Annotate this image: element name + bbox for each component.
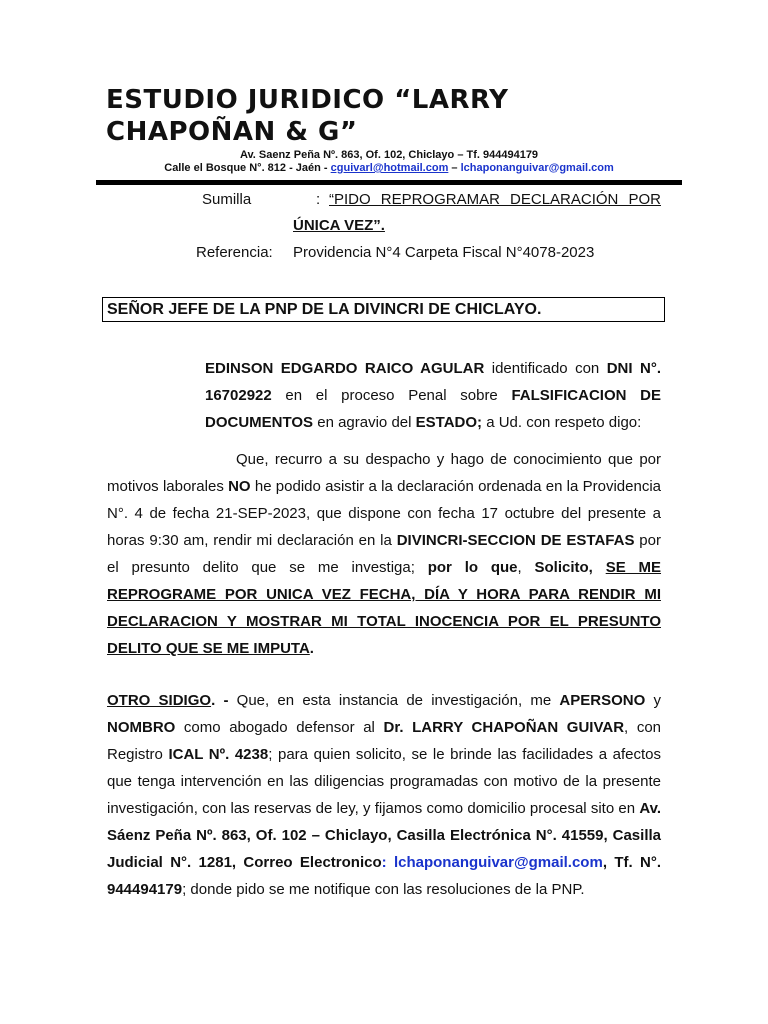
body-por-lo-que: por lo que: [427, 559, 518, 576]
otrosi-heading: OTRO SIDIGO: [107, 692, 212, 709]
body-text-3: por el presunto delito que se me investiga;: [107, 532, 661, 576]
otrosi-text-8: ; donde pido se me notifique con las resoluciones de la PNP.: [182, 881, 585, 898]
body-text-6: .: [309, 640, 314, 657]
intro-paragraph: [205, 355, 661, 436]
referencia-value: Providencia N°4 Carpeta Fiscal N°4078-2023: [293, 244, 595, 261]
sumilla-value-line-1: [293, 186, 661, 213]
otrosi-text-2: y: [645, 692, 661, 709]
otrosi-email[interactable]: lchaponanguivar@gmail.com: [393, 854, 603, 871]
intro-text-4: a Ud. con respeto digo:: [482, 414, 642, 431]
addressee-box: SEÑOR JEFE DE LA PNP DE LA DIVINCRI DE CHICLAYO.: [102, 297, 665, 322]
petitioner-dni: DNI N°. 16702922: [205, 360, 661, 404]
body-solicito: Solicito,: [534, 559, 593, 576]
otrosi-text-5: ; para quien solicito, se le brinde las facilidades a afectos que tenga intervención en las diligencias programadas con motivo de la presente investigación, con las reservas de ley, y fijamos como domicilio procesal sito en: [107, 746, 661, 817]
intro-text-1: identificado con: [484, 360, 607, 377]
body-text-2: he podido asistir a la declaración ordenada en la Providencia N°. 4 de fecha 21-SEP-2023, que dispone con fecha 17 octubre del presente a horas 9:30 am, rendir mi declaración en la: [107, 478, 662, 549]
otrosi-phone: Tf. N°. 944494179: [107, 854, 661, 898]
otrosi-text-6: :: [381, 854, 394, 871]
sumilla-value-1: “PIDO REPROGRAMAR DECLARACIÓN POR: [329, 191, 661, 208]
email-gmail: lchaponanguivar@gmail.com: [460, 162, 614, 174]
sumilla-label: Sumilla: [202, 191, 252, 208]
crime-name: FALSIFICACION DE DOCUMENTOS: [205, 387, 661, 431]
otrosi-ical: ICAL Nº. 4238: [168, 746, 269, 763]
firm-title: ESTUDIO JURIDICO “LARRY CHAPOÑAN & G”: [106, 85, 509, 147]
body-text-5: [593, 559, 606, 576]
otrosi-lawyer: Dr. LARRY CHAPOÑAN GUIVAR: [383, 719, 625, 736]
body-no: NO: [228, 478, 251, 495]
body-text-1: Que, recurro a su despacho y hago de conocimiento que por motivos laborales: [107, 451, 661, 495]
victim-name: ESTADO;: [415, 414, 483, 431]
sumilla-colon: :: [316, 191, 321, 208]
firm-address-line-1: Av. Saenz Peña Nº. 863, Of. 102, Chiclayo – Tf. 944494179: [239, 149, 539, 161]
address-jaen: Calle el Bosque N°. 812 - Jaén -: [164, 162, 331, 174]
otrosi-paragraph: [107, 687, 661, 903]
otrosi-text-7: ,: [602, 854, 615, 871]
body-unit: DIVINCRI-SECCION DE ESTAFAS: [396, 532, 635, 549]
header-divider: [96, 180, 682, 185]
sumilla-value-line-2: [293, 212, 385, 239]
email-link-hotmail[interactable]: cguivarl@hotmail.com: [330, 162, 449, 174]
body-request: SE ME REPROGRAME POR UNICA VEZ FECHA, DÍA Y HORA PARA RENDIR MI DECLARACION Y MOSTRAR MI TOTAL INOCENCIA POR EL PRESUNTO DELITO QUE SE ME IMPUTA: [107, 559, 662, 657]
otrosi-apersono: APERSONO: [559, 692, 646, 709]
otrosi-text-4: , con Registro: [107, 719, 662, 763]
referencia-label: Referencia:: [196, 244, 273, 261]
intro-text-3: en agravio del: [313, 414, 416, 431]
intro-text-2: en el proceso Penal sobre: [271, 387, 512, 404]
body-text-4: ,: [517, 559, 535, 576]
address-separator: –: [448, 162, 461, 174]
otrosi-text-3: como abogado defensor al: [175, 719, 384, 736]
main-request-paragraph: [107, 446, 661, 662]
otrosi-domicile: Av. Sáenz Peña Nº. 863, Of. 102 – Chiclayo, Casilla Electrónica N°. 41559, Casilla Judicial N°. 1281, Correo Electronico: [107, 800, 661, 871]
petitioner-name: EDINSON EDGARDO RAICO AGULAR: [205, 360, 485, 377]
sumilla-value-2: ÚNICA VEZ”.: [293, 217, 385, 234]
otrosi-nombro: NOMBRO: [107, 719, 176, 736]
firm-address-line-2: [96, 162, 682, 175]
otrosi-text-1: Que, en esta instancia de investigación, me: [236, 692, 560, 709]
otrosi-sep: . -: [211, 692, 237, 709]
